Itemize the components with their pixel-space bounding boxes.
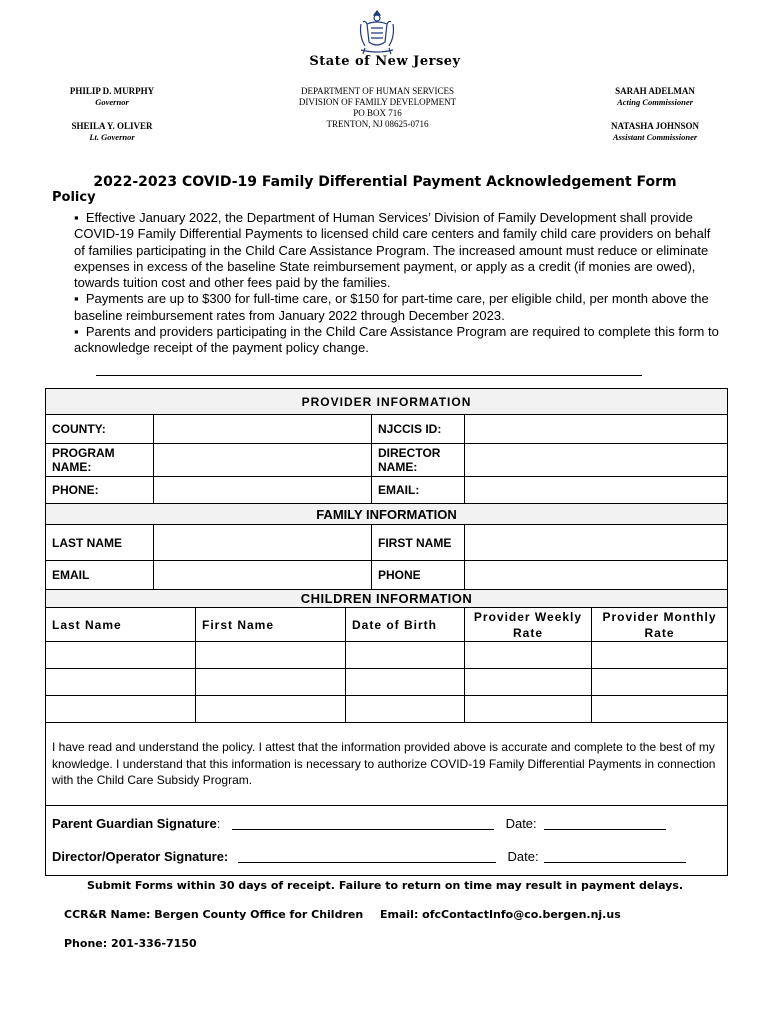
child-row: [46, 669, 728, 696]
child-dob-field[interactable]: [346, 642, 465, 669]
dept-line-1: DEPARTMENT OF HUMAN SERVICES: [300, 86, 454, 96]
col-monthly-rate: Provider Monthly Rate: [592, 608, 728, 642]
child-first-name-field[interactable]: [196, 669, 346, 696]
njccis-label: NJCCIS ID:: [372, 415, 465, 444]
policy-item: ▪ Parents and providers participating in the Child Care Assistance Program are required to complete this form to acknowledge receipt of the payment policy change.: [74, 324, 719, 356]
family-last-name-field[interactable]: [154, 525, 372, 561]
director-signature-label: Director/Operator Signature:: [52, 849, 229, 864]
asst-commissioner-name: NATASHA JOHNSON: [611, 121, 699, 131]
lt-governor-name: SHEILA Y. OLIVER: [71, 121, 153, 131]
program-name-label: PROGRAM NAME:: [46, 444, 154, 477]
commissioner-title: Acting Commissioner: [617, 97, 693, 107]
policy-heading: Policy: [52, 190, 96, 205]
county-label: COUNTY:: [46, 415, 154, 444]
bullet-icon: ▪: [74, 324, 79, 340]
family-phone-label: PHONE: [372, 561, 465, 590]
governor-title: Governor: [95, 97, 129, 107]
dept-line-4: TRENTON, NJ 08625-0716: [326, 119, 429, 129]
program-name-field[interactable]: [154, 444, 372, 477]
policy-list: [74, 210, 724, 357]
child-dob-field[interactable]: [346, 696, 465, 723]
asst-commissioner-block: [585, 121, 725, 143]
county-field[interactable]: [154, 415, 372, 444]
child-row: [46, 696, 728, 723]
email-label: EMAIL:: [372, 477, 465, 504]
col-first-name: First Name: [196, 608, 346, 642]
policy-item: ▪ Payments are up to $300 for full-time care, or $150 for part-time care, per eligible child, per month above the baseline reimbursement rates from January 2022 through December 2023.: [74, 291, 709, 323]
family-email-field[interactable]: [154, 561, 372, 590]
state-title: State of New Jersey: [309, 54, 461, 69]
commissioner-block: [585, 86, 725, 108]
parent-date-label: Date:: [505, 816, 537, 831]
asst-commissioner-title: Assistant Commissioner: [612, 132, 698, 142]
child-first-name-field[interactable]: [196, 696, 346, 723]
department-address: [250, 86, 505, 130]
lt-governor-title: Lt. Governor: [89, 132, 135, 142]
director-name-field[interactable]: [465, 444, 728, 477]
governor-block: [62, 86, 162, 108]
dept-line-3: PO BOX 716: [353, 108, 402, 118]
first-name-label: FIRST NAME: [372, 525, 465, 561]
submit-note: Submit Forms within 30 days of receipt. Failure to return on time may result in payment delays.: [86, 879, 684, 892]
divider: [96, 375, 642, 376]
child-row: [46, 642, 728, 669]
child-dob-field[interactable]: [346, 669, 465, 696]
child-monthly-rate-field[interactable]: [592, 696, 728, 723]
parent-date-field[interactable]: [544, 829, 666, 830]
bullet-icon: ▪: [74, 291, 79, 307]
child-weekly-rate-field[interactable]: [465, 669, 592, 696]
family-first-name-field[interactable]: [465, 525, 728, 561]
dept-line-2: DIVISION OF FAMILY DEVELOPMENT: [298, 97, 457, 107]
child-monthly-rate-field[interactable]: [592, 669, 728, 696]
signature-block: [46, 806, 728, 876]
child-weekly-rate-field[interactable]: [465, 696, 592, 723]
director-signature-field[interactable]: [238, 862, 496, 863]
form-title: 2022-2023 COVID-19 Family Differential Payment Acknowledgement Form: [93, 174, 677, 190]
bullet-icon: ▪: [74, 210, 79, 225]
governor-name: PHILIP D. MURPHY: [69, 86, 155, 96]
acknowledgement-form-table: [45, 388, 728, 876]
ccrr-email: Email: ofcContactInfo@co.bergen.nj.us: [380, 908, 621, 921]
family-section-heading: FAMILY INFORMATION: [46, 504, 728, 525]
njccis-field[interactable]: [465, 415, 728, 444]
children-section-heading: CHILDREN INFORMATION: [46, 590, 728, 608]
parent-signature-line: Parent Guardian Signature: Date:: [52, 816, 721, 831]
provider-phone-field[interactable]: [154, 477, 372, 504]
child-last-name-field[interactable]: [46, 642, 196, 669]
parent-signature-label: Parent Guardian Signature: [52, 816, 217, 831]
policy-item: ▪ Effective January 2022, the Department of Human Services’ Division of Family Development shall provide COVID-19 Family Differential Payments to licensed child care centers and family child care providers on behalf of families participating in the Child Care Assistance Program. The increased amount must reduce or eliminate expenses in excess of the baseline State reimbursement payment, or apply as a credit (if monies are owed), towards tuition cost and other fees paid by the families.: [74, 210, 711, 291]
child-first-name-field[interactable]: [196, 642, 346, 669]
provider-email-field[interactable]: [465, 477, 728, 504]
commissioner-name: SARAH ADELMAN: [615, 86, 695, 96]
child-monthly-rate-field[interactable]: [592, 642, 728, 669]
phone-label: PHONE:: [46, 477, 154, 504]
director-date-label: Date:: [507, 849, 539, 864]
col-last-name: Last Name: [46, 608, 196, 642]
state-seal-logo: [355, 8, 399, 56]
provider-section-heading: PROVIDER INFORMATION: [46, 389, 728, 415]
col-date-of-birth: Date of Birth: [346, 608, 465, 642]
ccrr-name: CCR&R Name: Bergen County Office for Children: [64, 908, 364, 921]
parent-signature-field[interactable]: [232, 829, 494, 830]
col-weekly-rate: Provider Weekly Rate: [465, 608, 592, 642]
child-last-name-field[interactable]: [46, 669, 196, 696]
family-phone-field[interactable]: [465, 561, 728, 590]
child-weekly-rate-field[interactable]: [465, 642, 592, 669]
last-name-label: LAST NAME: [46, 525, 154, 561]
lt-governor-block: [62, 121, 162, 143]
director-date-field[interactable]: [544, 862, 686, 863]
ccrr-phone: Phone: 201-336-7150: [64, 937, 197, 950]
attestation-text: I have read and understand the policy. I attest that the information provided above is accurate and complete to the best of my knowledge. I understand that this information is necessary to authorize COVID-19 Family Differential Payments in connection with the Child Care Subsidy Program.: [46, 723, 728, 806]
director-signature-line: [52, 849, 721, 864]
child-last-name-field[interactable]: [46, 696, 196, 723]
director-name-label: DIRECTOR NAME:: [372, 444, 465, 477]
family-email-label: EMAIL: [46, 561, 154, 590]
